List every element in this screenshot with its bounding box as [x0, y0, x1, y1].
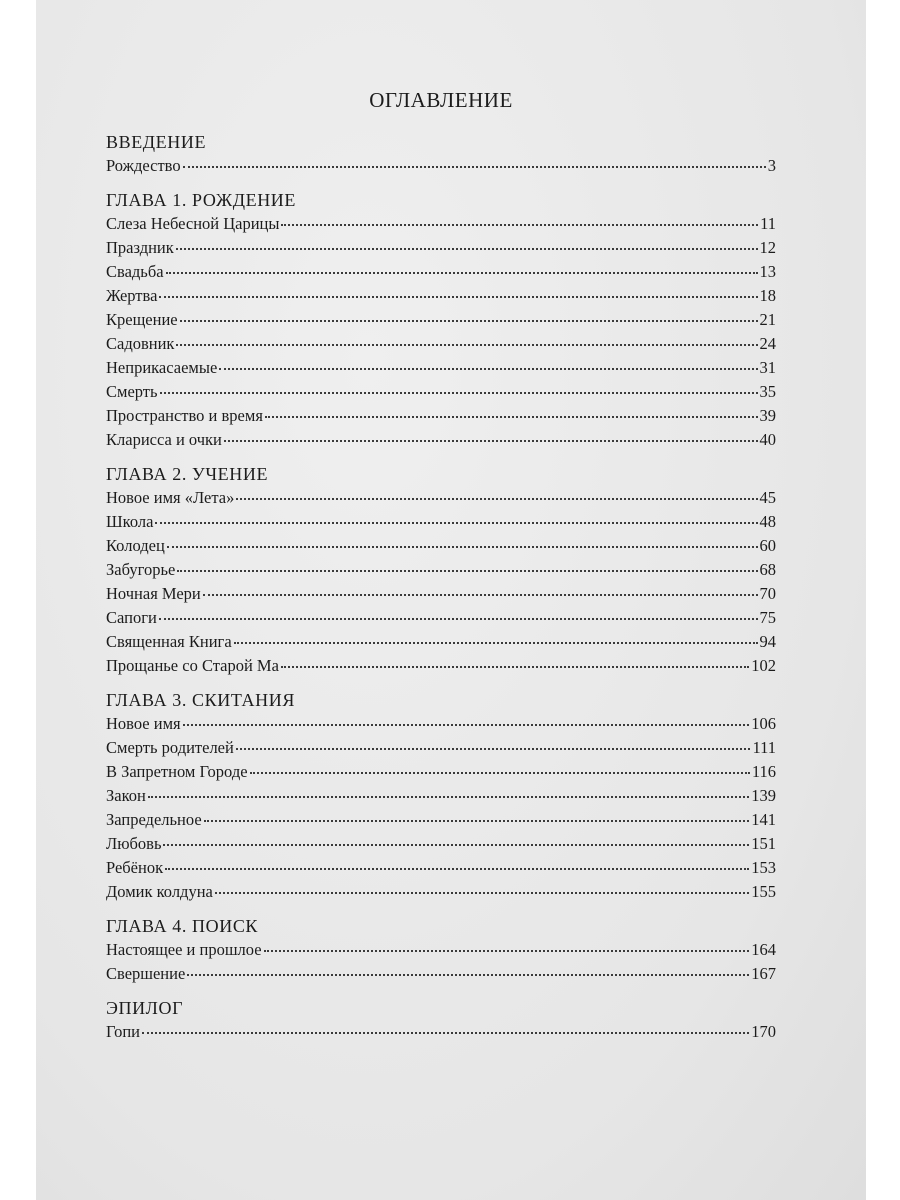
toc-section — [106, 914, 776, 986]
dot-leader — [159, 618, 758, 620]
page-number: 3 — [767, 156, 776, 175]
toc-entry — [106, 712, 776, 736]
toc-entry — [106, 760, 776, 784]
toc-entry — [106, 380, 776, 404]
dot-leader — [264, 950, 750, 952]
page-number: 141 — [751, 810, 776, 829]
toc-entry — [106, 1020, 776, 1044]
dot-leader — [281, 224, 758, 226]
dot-leader — [281, 666, 749, 668]
page-number: 167 — [751, 964, 776, 983]
dot-leader — [265, 416, 758, 418]
entry-title: Смерть родителей — [106, 738, 234, 757]
entry-list — [106, 938, 776, 986]
toc-entry — [106, 428, 776, 452]
page-number: 68 — [759, 560, 776, 579]
entry-title: Ночная Мери — [106, 584, 201, 603]
toc-entry — [106, 154, 776, 178]
toc-entry — [106, 784, 776, 808]
page-number: 21 — [759, 310, 776, 329]
dot-leader — [224, 440, 758, 442]
toc-entry — [106, 236, 776, 260]
section-heading: ВВЕДЕНИЕ — [106, 132, 207, 152]
entry-title: Пространство и время — [106, 406, 263, 425]
page-number: 153 — [751, 858, 776, 877]
entry-title: Ребёнок — [106, 858, 164, 877]
dot-leader — [167, 546, 758, 548]
entry-title: Неприкасаемые — [106, 358, 218, 377]
dot-leader — [159, 296, 757, 298]
entry-title: Гопи — [106, 1022, 140, 1041]
page-title: ОГЛАВЛЕНИЕ — [369, 88, 513, 112]
section-heading: ЭПИЛОГ — [106, 998, 184, 1018]
entry-list — [106, 154, 776, 178]
page-number: 151 — [751, 834, 776, 853]
entry-title: Слеза Небесной Царицы — [106, 214, 280, 233]
dot-leader — [250, 772, 750, 774]
dot-leader — [176, 248, 758, 250]
entry-title: Запредельное — [106, 810, 202, 829]
entry-title: Сапоги — [106, 608, 157, 627]
entry-list — [106, 212, 776, 452]
entry-title: Настоящее и прошлое — [106, 940, 262, 959]
page-number: 70 — [759, 584, 776, 603]
dot-leader — [176, 344, 757, 346]
entry-title: Садовник — [106, 334, 175, 353]
page-number: 170 — [751, 1022, 776, 1041]
dot-leader — [204, 820, 750, 822]
page-number: 39 — [759, 406, 776, 425]
dot-leader — [187, 974, 749, 976]
entry-title: Кларисса и очки — [106, 430, 222, 449]
dot-leader — [215, 892, 749, 894]
toc-entry — [106, 486, 776, 510]
entry-title: Свадьба — [106, 262, 164, 281]
toc-entry — [106, 332, 776, 356]
entry-title: Священная Книга — [106, 632, 232, 651]
page-number: 24 — [759, 334, 776, 353]
toc-entry — [106, 606, 776, 630]
dot-leader — [183, 724, 750, 726]
toc-section — [106, 462, 776, 678]
dot-leader — [163, 844, 749, 846]
dot-leader — [219, 368, 757, 370]
page-number: 11 — [760, 214, 776, 233]
page-number: 45 — [759, 488, 776, 507]
toc-entry — [106, 938, 776, 962]
dot-leader — [236, 748, 751, 750]
page-number: 31 — [759, 358, 776, 377]
toc-entry — [106, 260, 776, 284]
entry-title: Закон — [106, 786, 146, 805]
toc-entry — [106, 284, 776, 308]
toc-entry — [106, 534, 776, 558]
toc-section — [106, 688, 776, 904]
entry-title: Крещение — [106, 310, 178, 329]
entry-title: Школа — [106, 512, 154, 531]
page-number: 111 — [752, 738, 776, 757]
entry-title: В Запретном Городе — [106, 762, 248, 781]
page-number: 94 — [759, 632, 776, 651]
entry-title: Любовь — [106, 834, 162, 853]
page-number: 18 — [759, 286, 776, 305]
dot-leader — [142, 1032, 749, 1034]
page-number: 116 — [751, 762, 776, 781]
entry-title: Свершение — [106, 964, 186, 983]
toc-section — [106, 130, 776, 178]
toc-entry — [106, 558, 776, 582]
dot-leader — [183, 166, 766, 168]
entry-title: Новое имя «Лета» — [106, 488, 235, 507]
toc-section — [106, 188, 776, 452]
page-number: 75 — [759, 608, 776, 627]
entry-title: Новое имя — [106, 714, 181, 733]
toc-entry — [106, 308, 776, 332]
page-number: 139 — [751, 786, 776, 805]
page-number: 155 — [751, 882, 776, 901]
section-heading: ГЛАВА 3. СКИТАНИЯ — [106, 690, 295, 710]
book-page — [36, 0, 866, 1200]
page-number: 40 — [759, 430, 776, 449]
entry-list — [106, 486, 776, 678]
entry-title: Колодец — [106, 536, 165, 555]
entry-title: Домик колдуна — [106, 882, 213, 901]
toc-entry — [106, 856, 776, 880]
dot-leader — [180, 320, 758, 322]
toc-entry — [106, 212, 776, 236]
dot-leader — [236, 498, 757, 500]
toc-entry — [106, 630, 776, 654]
toc-entry — [106, 808, 776, 832]
toc-entry — [106, 880, 776, 904]
page-number: 164 — [751, 940, 776, 959]
dot-leader — [148, 796, 749, 798]
entry-title: Прощанье со Старой Ма — [106, 656, 279, 675]
section-heading: ГЛАВА 4. ПОИСК — [106, 916, 259, 936]
page-number: 12 — [759, 238, 776, 257]
dot-leader — [234, 642, 758, 644]
page-number: 35 — [759, 382, 776, 401]
toc-section — [106, 996, 776, 1044]
toc-entry — [106, 356, 776, 380]
toc-entry — [106, 962, 776, 986]
dot-leader — [160, 392, 758, 394]
dot-leader — [177, 570, 757, 572]
toc-entry — [106, 582, 776, 606]
page-number: 13 — [759, 262, 776, 281]
page-number: 106 — [751, 714, 776, 733]
section-heading: ГЛАВА 2. УЧЕНИЕ — [106, 464, 269, 484]
dot-leader — [165, 868, 749, 870]
section-heading: ГЛАВА 1. РОЖДЕНИЕ — [106, 190, 297, 210]
entry-list — [106, 1020, 776, 1044]
dot-leader — [203, 594, 758, 596]
page-number: 102 — [751, 656, 776, 675]
entry-title: Жертва — [106, 286, 158, 305]
toc-entry — [106, 654, 776, 678]
page-number: 60 — [759, 536, 776, 555]
toc-entry — [106, 736, 776, 760]
entry-title: Забугорье — [106, 560, 176, 579]
dot-leader — [166, 272, 758, 274]
dot-leader — [155, 522, 757, 524]
page-number: 48 — [759, 512, 776, 531]
toc-entry — [106, 510, 776, 534]
toc-entry — [106, 832, 776, 856]
entry-title: Смерть — [106, 382, 158, 401]
entry-list — [106, 712, 776, 904]
entry-title: Рождество — [106, 156, 181, 175]
toc-entry — [106, 404, 776, 428]
entry-title: Праздник — [106, 238, 174, 257]
table-of-contents — [106, 130, 776, 1044]
